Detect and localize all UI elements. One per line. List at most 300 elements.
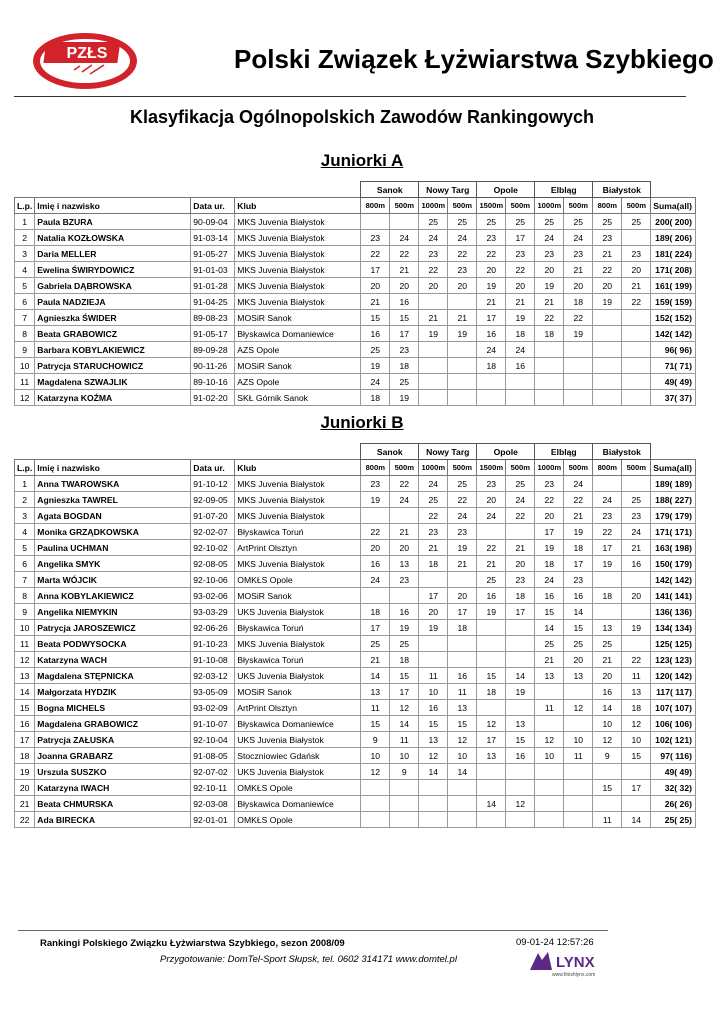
col-header-distance: 1000m bbox=[419, 198, 448, 214]
points-cell: 25 bbox=[622, 492, 651, 508]
points-cell bbox=[622, 572, 651, 588]
athlete-name-cell: Beata GRABOWICZ bbox=[35, 326, 191, 342]
rank-cell: 2 bbox=[15, 230, 35, 246]
points-cell: 20 bbox=[622, 262, 651, 278]
points-cell bbox=[506, 700, 535, 716]
points-cell: 20 bbox=[506, 278, 535, 294]
points-cell: 12 bbox=[622, 716, 651, 732]
total-cell: 136( 136) bbox=[651, 604, 696, 620]
points-cell bbox=[477, 524, 506, 540]
points-cell bbox=[622, 796, 651, 812]
points-cell: 23 bbox=[419, 524, 448, 540]
points-cell bbox=[448, 780, 477, 796]
points-cell: 14 bbox=[419, 764, 448, 780]
birth-date-cell: 91-04-25 bbox=[191, 294, 235, 310]
event-header: Nowy Targ bbox=[419, 182, 477, 198]
points-cell: 22 bbox=[622, 652, 651, 668]
points-cell: 18 bbox=[477, 684, 506, 700]
col-header-distance: 1000m bbox=[535, 460, 564, 476]
points-cell bbox=[477, 700, 506, 716]
points-cell: 20 bbox=[390, 540, 419, 556]
points-cell: 24 bbox=[506, 492, 535, 508]
total-cell: 142( 142) bbox=[651, 326, 696, 342]
club-cell: SKŁ Górnik Sanok bbox=[235, 390, 361, 406]
points-cell: 13 bbox=[477, 748, 506, 764]
points-cell: 23 bbox=[477, 476, 506, 492]
points-cell bbox=[506, 652, 535, 668]
athlete-name-cell: Patrycja JAROSZEWICZ bbox=[35, 620, 191, 636]
col-header-club: Klub bbox=[235, 198, 361, 214]
birth-date-cell: 91-10-07 bbox=[191, 716, 235, 732]
birth-date-cell: 91-05-17 bbox=[191, 326, 235, 342]
col-header-sum: Suma(all) bbox=[651, 460, 696, 476]
points-cell: 22 bbox=[477, 246, 506, 262]
points-cell: 10 bbox=[564, 732, 593, 748]
birth-date-cell: 89-10-16 bbox=[191, 374, 235, 390]
points-cell bbox=[564, 780, 593, 796]
table-row bbox=[15, 748, 696, 764]
points-cell: 13 bbox=[593, 620, 622, 636]
points-cell: 12 bbox=[593, 732, 622, 748]
points-cell: 21 bbox=[593, 652, 622, 668]
points-cell: 18 bbox=[535, 326, 564, 342]
points-cell bbox=[419, 812, 448, 828]
points-cell: 21 bbox=[477, 294, 506, 310]
pzls-logo bbox=[30, 30, 140, 92]
points-cell: 13 bbox=[506, 716, 535, 732]
total-cell: 150( 179) bbox=[651, 556, 696, 572]
points-cell: 19 bbox=[593, 294, 622, 310]
event-header: Nowy Targ bbox=[419, 444, 477, 460]
points-cell: 15 bbox=[448, 716, 477, 732]
points-cell: 18 bbox=[622, 700, 651, 716]
points-cell bbox=[506, 636, 535, 652]
rank-cell: 12 bbox=[15, 390, 35, 406]
rank-cell: 6 bbox=[15, 294, 35, 310]
points-cell: 22 bbox=[593, 524, 622, 540]
points-cell: 15 bbox=[622, 748, 651, 764]
points-cell: 24 bbox=[448, 508, 477, 524]
club-cell: MKS Juvenia Białystok bbox=[235, 214, 361, 230]
points-cell bbox=[419, 342, 448, 358]
points-cell bbox=[564, 796, 593, 812]
points-cell bbox=[622, 374, 651, 390]
points-cell bbox=[622, 358, 651, 374]
points-cell bbox=[419, 294, 448, 310]
table-row bbox=[15, 294, 696, 310]
club-cell: OMKŁS Opole bbox=[235, 572, 361, 588]
rank-cell: 18 bbox=[15, 748, 35, 764]
points-cell: 25 bbox=[419, 214, 448, 230]
points-cell: 20 bbox=[564, 652, 593, 668]
points-cell: 9 bbox=[390, 764, 419, 780]
points-cell bbox=[506, 812, 535, 828]
points-cell bbox=[361, 796, 390, 812]
points-cell: 14 bbox=[622, 812, 651, 828]
club-cell: UKS Juvenia Białystok bbox=[235, 604, 361, 620]
points-cell: 12 bbox=[419, 748, 448, 764]
points-cell bbox=[622, 230, 651, 246]
athlete-name-cell: Barbara KOBYLAKIEWICZ bbox=[35, 342, 191, 358]
table-row bbox=[15, 492, 696, 508]
rank-cell: 16 bbox=[15, 716, 35, 732]
club-cell: MOSiR Sanok bbox=[235, 310, 361, 326]
athlete-name-cell: Monika GRZĄDKOWSKA bbox=[35, 524, 191, 540]
points-cell: 12 bbox=[477, 716, 506, 732]
points-cell: 20 bbox=[419, 604, 448, 620]
total-cell: 152( 152) bbox=[651, 310, 696, 326]
athlete-name-cell: Patrycja ZAŁUSKA bbox=[35, 732, 191, 748]
points-cell: 10 bbox=[593, 716, 622, 732]
total-cell: 123( 123) bbox=[651, 652, 696, 668]
table-row bbox=[15, 310, 696, 326]
points-cell: 25 bbox=[535, 214, 564, 230]
points-cell: 20 bbox=[448, 588, 477, 604]
points-cell: 17 bbox=[535, 524, 564, 540]
points-cell: 10 bbox=[390, 748, 419, 764]
col-header-distance: 500m bbox=[390, 460, 419, 476]
points-cell bbox=[564, 390, 593, 406]
birth-date-cell: 91-10-12 bbox=[191, 476, 235, 492]
club-cell: Stoczniowiec Gdańsk bbox=[235, 748, 361, 764]
points-cell: 19 bbox=[535, 540, 564, 556]
points-cell: 19 bbox=[390, 620, 419, 636]
table-row bbox=[15, 508, 696, 524]
points-cell bbox=[564, 716, 593, 732]
points-cell: 24 bbox=[535, 230, 564, 246]
rank-cell: 1 bbox=[15, 476, 35, 492]
points-cell: 20 bbox=[593, 278, 622, 294]
birth-date-cell: 93-02-09 bbox=[191, 700, 235, 716]
points-cell: 23 bbox=[419, 246, 448, 262]
points-cell: 16 bbox=[448, 668, 477, 684]
points-cell: 23 bbox=[361, 476, 390, 492]
total-cell: 97( 116) bbox=[651, 748, 696, 764]
points-cell: 19 bbox=[390, 390, 419, 406]
points-cell: 24 bbox=[419, 230, 448, 246]
rank-cell: 3 bbox=[15, 246, 35, 262]
points-cell: 20 bbox=[622, 588, 651, 604]
points-cell: 22 bbox=[361, 524, 390, 540]
points-cell: 16 bbox=[390, 294, 419, 310]
points-cell: 9 bbox=[361, 732, 390, 748]
table-row bbox=[15, 390, 696, 406]
points-cell bbox=[390, 588, 419, 604]
points-cell: 17 bbox=[477, 310, 506, 326]
club-cell: OMKŁS Opole bbox=[235, 780, 361, 796]
points-cell: 18 bbox=[506, 326, 535, 342]
rank-cell: 8 bbox=[15, 588, 35, 604]
col-header-distance: 500m bbox=[506, 460, 535, 476]
points-cell: 23 bbox=[506, 246, 535, 262]
points-cell bbox=[535, 358, 564, 374]
points-cell bbox=[448, 358, 477, 374]
points-cell: 22 bbox=[506, 508, 535, 524]
athlete-name-cell: Agnieszka TAWREL bbox=[35, 492, 191, 508]
points-cell: 19 bbox=[506, 310, 535, 326]
birth-date-cell: 91-03-14 bbox=[191, 230, 235, 246]
lynx-url: www.finishlynx.com bbox=[552, 972, 596, 978]
points-cell: 15 bbox=[419, 716, 448, 732]
points-cell: 16 bbox=[564, 588, 593, 604]
ranking-table-juniorki-b bbox=[14, 443, 696, 828]
points-cell: 22 bbox=[419, 262, 448, 278]
points-cell: 14 bbox=[361, 668, 390, 684]
athlete-name-cell: Joanna GRABARZ bbox=[35, 748, 191, 764]
points-cell: 24 bbox=[390, 230, 419, 246]
points-cell: 25 bbox=[564, 636, 593, 652]
header-spacer bbox=[651, 444, 696, 460]
points-cell bbox=[390, 214, 419, 230]
total-cell: 161( 199) bbox=[651, 278, 696, 294]
header-divider bbox=[14, 96, 686, 97]
club-cell: MKS Juvenia Białystok bbox=[235, 556, 361, 572]
points-cell bbox=[448, 636, 477, 652]
total-cell: 171( 208) bbox=[651, 262, 696, 278]
points-cell: 19 bbox=[419, 620, 448, 636]
footer-season: Rankingi Polskiego Związku Łyżwiarstwa Szybkiego, sezon 2008/09 bbox=[40, 938, 345, 949]
club-cell: AZS Opole bbox=[235, 342, 361, 358]
points-cell: 10 bbox=[419, 684, 448, 700]
points-cell bbox=[535, 342, 564, 358]
club-cell: MKS Juvenia Białystok bbox=[235, 508, 361, 524]
table-row bbox=[15, 796, 696, 812]
points-cell: 25 bbox=[448, 214, 477, 230]
points-cell bbox=[622, 326, 651, 342]
points-cell bbox=[535, 812, 564, 828]
athlete-name-cell: Urszula SUSZKO bbox=[35, 764, 191, 780]
total-cell: 134( 134) bbox=[651, 620, 696, 636]
points-cell: 20 bbox=[593, 668, 622, 684]
points-cell bbox=[535, 764, 564, 780]
points-cell: 20 bbox=[448, 278, 477, 294]
points-cell: 18 bbox=[564, 540, 593, 556]
total-cell: 189( 206) bbox=[651, 230, 696, 246]
points-cell: 22 bbox=[564, 492, 593, 508]
points-cell bbox=[448, 796, 477, 812]
athlete-name-cell: Paula BZURA bbox=[35, 214, 191, 230]
col-header-distance: 500m bbox=[448, 198, 477, 214]
table-row bbox=[15, 636, 696, 652]
birth-date-cell: 92-08-05 bbox=[191, 556, 235, 572]
points-cell: 25 bbox=[390, 636, 419, 652]
points-cell: 11 bbox=[622, 668, 651, 684]
table-row bbox=[15, 732, 696, 748]
birth-date-cell: 92-02-07 bbox=[191, 524, 235, 540]
points-cell bbox=[535, 796, 564, 812]
points-cell: 25 bbox=[477, 214, 506, 230]
table-row bbox=[15, 812, 696, 828]
club-cell: MKS Juvenia Białystok bbox=[235, 246, 361, 262]
points-cell bbox=[593, 342, 622, 358]
birth-date-cell: 91-10-08 bbox=[191, 652, 235, 668]
points-cell: 16 bbox=[622, 556, 651, 572]
points-cell: 11 bbox=[361, 700, 390, 716]
points-cell bbox=[564, 374, 593, 390]
points-cell: 25 bbox=[419, 492, 448, 508]
lynx-logo-text: LYNX bbox=[556, 954, 595, 971]
points-cell: 17 bbox=[622, 780, 651, 796]
birth-date-cell: 92-10-06 bbox=[191, 572, 235, 588]
points-cell: 22 bbox=[506, 262, 535, 278]
birth-date-cell: 91-02-20 bbox=[191, 390, 235, 406]
points-cell: 17 bbox=[390, 684, 419, 700]
points-cell: 24 bbox=[477, 342, 506, 358]
points-cell bbox=[506, 620, 535, 636]
athlete-name-cell: Gabriela DĄBROWSKA bbox=[35, 278, 191, 294]
points-cell: 15 bbox=[390, 668, 419, 684]
points-cell: 25 bbox=[448, 476, 477, 492]
birth-date-cell: 91-08-05 bbox=[191, 748, 235, 764]
club-cell: Błyskawica Domaniewice bbox=[235, 796, 361, 812]
points-cell: 25 bbox=[506, 214, 535, 230]
points-cell bbox=[477, 764, 506, 780]
birth-date-cell: 93-05-09 bbox=[191, 684, 235, 700]
points-cell bbox=[564, 342, 593, 358]
points-cell: 18 bbox=[448, 620, 477, 636]
col-header-distance: 500m bbox=[564, 198, 593, 214]
points-cell bbox=[506, 524, 535, 540]
table-row bbox=[15, 374, 696, 390]
rank-cell: 3 bbox=[15, 508, 35, 524]
points-cell: 22 bbox=[390, 246, 419, 262]
points-cell: 23 bbox=[361, 230, 390, 246]
points-cell bbox=[593, 476, 622, 492]
points-cell: 13 bbox=[390, 556, 419, 572]
table-row bbox=[15, 620, 696, 636]
points-cell: 17 bbox=[419, 588, 448, 604]
points-cell: 18 bbox=[419, 556, 448, 572]
club-cell: Błyskawica Domaniewice bbox=[235, 326, 361, 342]
points-cell: 13 bbox=[361, 684, 390, 700]
points-cell bbox=[448, 572, 477, 588]
points-cell bbox=[419, 358, 448, 374]
table-row bbox=[15, 700, 696, 716]
col-header-distance: 800m bbox=[361, 198, 390, 214]
points-cell bbox=[593, 326, 622, 342]
points-cell: 13 bbox=[564, 668, 593, 684]
table-row bbox=[15, 326, 696, 342]
athlete-name-cell: Magdalena GRABOWICZ bbox=[35, 716, 191, 732]
points-cell bbox=[622, 342, 651, 358]
club-cell: UKS Juvenia Białystok bbox=[235, 732, 361, 748]
points-cell: 19 bbox=[448, 540, 477, 556]
points-cell: 21 bbox=[448, 310, 477, 326]
points-cell: 21 bbox=[448, 556, 477, 572]
points-cell bbox=[535, 716, 564, 732]
col-header-distance: 800m bbox=[361, 460, 390, 476]
points-cell: 22 bbox=[448, 246, 477, 262]
rank-cell: 15 bbox=[15, 700, 35, 716]
total-cell: 102( 121) bbox=[651, 732, 696, 748]
points-cell: 13 bbox=[622, 684, 651, 700]
event-header: Sanok bbox=[361, 182, 419, 198]
total-cell: 117( 117) bbox=[651, 684, 696, 700]
total-cell: 125( 125) bbox=[651, 636, 696, 652]
total-cell: 32( 32) bbox=[651, 780, 696, 796]
points-cell: 11 bbox=[564, 748, 593, 764]
points-cell bbox=[622, 476, 651, 492]
total-cell: 200( 200) bbox=[651, 214, 696, 230]
points-cell: 14 bbox=[593, 700, 622, 716]
rank-cell: 9 bbox=[15, 604, 35, 620]
points-cell: 20 bbox=[535, 508, 564, 524]
points-cell: 18 bbox=[593, 588, 622, 604]
points-cell: 12 bbox=[564, 700, 593, 716]
table-row bbox=[15, 556, 696, 572]
points-cell bbox=[477, 390, 506, 406]
points-cell: 22 bbox=[593, 262, 622, 278]
points-cell bbox=[390, 508, 419, 524]
points-cell: 12 bbox=[506, 796, 535, 812]
points-cell: 17 bbox=[448, 604, 477, 620]
points-cell bbox=[477, 780, 506, 796]
table-row bbox=[15, 214, 696, 230]
logo-text: PZŁS bbox=[66, 45, 108, 62]
points-cell: 23 bbox=[390, 572, 419, 588]
points-cell: 20 bbox=[390, 278, 419, 294]
points-cell bbox=[564, 764, 593, 780]
points-cell: 16 bbox=[477, 326, 506, 342]
birth-date-cell: 89-09-28 bbox=[191, 342, 235, 358]
points-cell: 20 bbox=[535, 262, 564, 278]
points-cell: 14 bbox=[564, 604, 593, 620]
birth-date-cell: 93-02-06 bbox=[191, 588, 235, 604]
athlete-name-cell: Agata BOGDAN bbox=[35, 508, 191, 524]
points-cell bbox=[419, 780, 448, 796]
points-cell bbox=[593, 572, 622, 588]
points-cell: 17 bbox=[506, 604, 535, 620]
points-cell: 15 bbox=[593, 780, 622, 796]
rank-cell: 5 bbox=[15, 278, 35, 294]
header-spacer bbox=[651, 182, 696, 198]
club-cell: MOSiR Sanok bbox=[235, 588, 361, 604]
athlete-name-cell: Beata PODWYSOCKA bbox=[35, 636, 191, 652]
points-cell: 21 bbox=[361, 652, 390, 668]
total-cell: 179( 179) bbox=[651, 508, 696, 524]
event-header: Białystok bbox=[593, 182, 651, 198]
athlete-name-cell: Angelika NIEMYKIN bbox=[35, 604, 191, 620]
athlete-name-cell: Bogna MICHELS bbox=[35, 700, 191, 716]
total-cell: 25( 25) bbox=[651, 812, 696, 828]
points-cell: 19 bbox=[622, 620, 651, 636]
table-row bbox=[15, 684, 696, 700]
athlete-name-cell: Agnieszka ŚWIDER bbox=[35, 310, 191, 326]
header-spacer bbox=[15, 182, 361, 198]
rank-cell: 6 bbox=[15, 556, 35, 572]
points-cell bbox=[535, 390, 564, 406]
points-cell bbox=[419, 374, 448, 390]
total-cell: 171( 171) bbox=[651, 524, 696, 540]
points-cell: 24 bbox=[506, 342, 535, 358]
points-cell bbox=[477, 620, 506, 636]
birth-date-cell: 92-10-11 bbox=[191, 780, 235, 796]
points-cell: 13 bbox=[448, 700, 477, 716]
points-cell: 23 bbox=[593, 508, 622, 524]
table-row bbox=[15, 572, 696, 588]
points-cell bbox=[564, 812, 593, 828]
club-cell: ArtPrint Olsztyn bbox=[235, 540, 361, 556]
points-cell bbox=[361, 812, 390, 828]
rank-cell: 17 bbox=[15, 732, 35, 748]
club-cell: Błyskawica Toruń bbox=[235, 620, 361, 636]
points-cell: 10 bbox=[448, 748, 477, 764]
table-row bbox=[15, 588, 696, 604]
points-cell: 25 bbox=[477, 572, 506, 588]
points-cell: 16 bbox=[390, 604, 419, 620]
points-cell: 14 bbox=[506, 668, 535, 684]
points-cell bbox=[361, 780, 390, 796]
